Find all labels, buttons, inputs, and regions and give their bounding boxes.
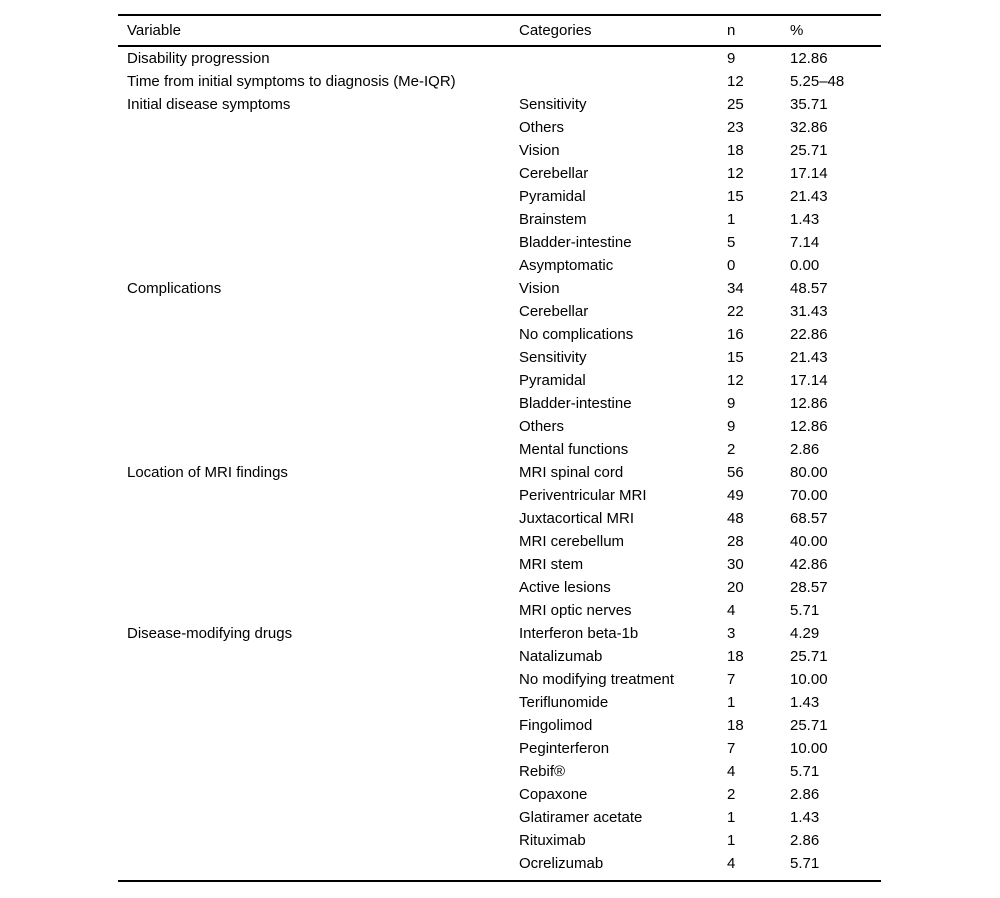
- cell-variable: [118, 553, 519, 576]
- cell-n: 4: [727, 602, 736, 619]
- cell-category: Peginterferon: [519, 740, 610, 757]
- cell-variable: [118, 599, 519, 622]
- cell-n: 48: [727, 510, 744, 527]
- cell-category: [519, 70, 727, 93]
- cell-variable: [118, 829, 519, 852]
- cell-variable: Disability progression: [127, 50, 270, 67]
- cell-category: No complications: [519, 326, 634, 343]
- cell-percent: 5.71: [790, 602, 820, 619]
- table-row: [118, 576, 881, 599]
- cell-category: Asymptomatic: [519, 257, 614, 274]
- cell-n: 12: [727, 73, 744, 90]
- cell-category: Sensitivity: [519, 349, 587, 366]
- cell-category: MRI cerebellum: [519, 533, 625, 550]
- cell-variable: [118, 737, 519, 760]
- cell-variable: [118, 346, 519, 369]
- cell-category: Fingolimod: [519, 717, 593, 734]
- table-row: [118, 461, 881, 484]
- table-row: [118, 392, 881, 415]
- cell-n: 18: [727, 648, 744, 665]
- cell-n: 7: [727, 740, 736, 757]
- cell-percent: 12.86: [790, 418, 828, 435]
- cell-category: MRI stem: [519, 556, 584, 573]
- cell-n: 30: [727, 556, 744, 573]
- cell-percent: 21.43: [790, 349, 828, 366]
- cell-n: 1: [727, 211, 736, 228]
- cell-n: 1: [727, 832, 736, 849]
- cell-n: 18: [727, 717, 744, 734]
- column-header-percent: %: [790, 22, 804, 39]
- table-row: [118, 208, 881, 231]
- cell-n: 2: [727, 786, 736, 803]
- cell-variable: Time from initial symptoms to diagnosis (Me-IQR): [127, 73, 456, 90]
- cell-n: 25: [727, 96, 744, 113]
- cell-category: MRI optic nerves: [519, 602, 632, 619]
- cell-percent: 42.86: [790, 556, 828, 573]
- cell-variable: Complications: [127, 280, 222, 297]
- cell-category: Ocrelizumab: [519, 855, 604, 872]
- cell-percent: 22.86: [790, 326, 828, 343]
- cell-percent: 40.00: [790, 533, 828, 550]
- cell-variable: [118, 484, 519, 507]
- cell-percent: 5.25–48: [790, 73, 845, 90]
- cell-percent: 68.57: [790, 510, 828, 527]
- table-row: [118, 484, 881, 507]
- cell-n: 16: [727, 326, 744, 343]
- cell-variable: [118, 139, 519, 162]
- cell-n: 1: [727, 809, 736, 826]
- cell-variable: [118, 645, 519, 668]
- table-row: [118, 829, 881, 852]
- cell-variable: Disease-modifying drugs: [127, 625, 293, 642]
- cell-percent: 1.43: [790, 809, 820, 826]
- table-row: [118, 622, 881, 645]
- cell-category: Glatiramer acetate: [519, 809, 643, 826]
- cell-n: 49: [727, 487, 744, 504]
- cell-category: Cerebellar: [519, 165, 589, 182]
- column-header-variable: Variable: [127, 22, 181, 39]
- cell-variable: [118, 783, 519, 806]
- table-row: [118, 714, 881, 737]
- table-row: [118, 691, 881, 714]
- table-row: [118, 254, 881, 277]
- cell-n: 5: [727, 234, 736, 251]
- cell-percent: 70.00: [790, 487, 828, 504]
- cell-variable: [118, 162, 519, 185]
- cell-percent: 1.43: [790, 211, 820, 228]
- table-row: [118, 139, 881, 162]
- cell-percent: 48.57: [790, 280, 828, 297]
- table-row: [118, 599, 881, 622]
- cell-n: 7: [727, 671, 736, 688]
- cell-n: 4: [727, 855, 736, 872]
- cell-n: 3: [727, 625, 736, 642]
- cell-percent: 12.86: [790, 395, 828, 412]
- cell-n: 56: [727, 464, 744, 481]
- table-row: [118, 438, 881, 461]
- cell-category: Interferon beta-1b: [519, 625, 639, 642]
- table-row: [118, 162, 881, 185]
- table-row: [118, 369, 881, 392]
- cell-category: Juxtacortical MRI: [519, 510, 635, 527]
- cell-category: Natalizumab: [519, 648, 603, 665]
- cell-percent: 5.71: [790, 763, 820, 780]
- cell-category: Rebif®: [519, 763, 566, 780]
- cell-category: Teriflunomide: [519, 694, 609, 711]
- cell-percent: 7.14: [790, 234, 820, 251]
- table-body: [118, 47, 881, 882]
- cell-n: 0: [727, 257, 736, 274]
- table-row: [118, 783, 881, 806]
- table-row: [118, 852, 881, 875]
- cell-n: 12: [727, 372, 744, 389]
- table-row: [118, 415, 881, 438]
- cell-percent: 10.00: [790, 740, 828, 757]
- table-row: [118, 231, 881, 254]
- cell-category: Rituximab: [519, 832, 586, 849]
- table-row: [118, 323, 881, 346]
- cell-n: 23: [727, 119, 744, 136]
- cell-category: Active lesions: [519, 579, 611, 596]
- table-row: [118, 530, 881, 553]
- cell-n: 34: [727, 280, 744, 297]
- cell-n: 28: [727, 533, 744, 550]
- cell-variable: [118, 392, 519, 415]
- cell-n: 18: [727, 142, 744, 159]
- column-header-categories: Categories: [519, 22, 592, 39]
- cell-category: Sensitivity: [519, 96, 587, 113]
- cell-variable: [118, 231, 519, 254]
- cell-n: 9: [727, 395, 736, 412]
- cell-percent: 17.14: [790, 372, 828, 389]
- cell-variable: [118, 530, 519, 553]
- cell-percent: 25.71: [790, 142, 828, 159]
- cell-percent: 4.29: [790, 625, 820, 642]
- cell-category: Bladder-intestine: [519, 395, 632, 412]
- cell-category: Bladder-intestine: [519, 234, 632, 251]
- cell-category: Periventricular MRI: [519, 487, 647, 504]
- cell-variable: [118, 415, 519, 438]
- cell-percent: 2.86: [790, 786, 820, 803]
- cell-percent: 25.71: [790, 648, 828, 665]
- cell-variable: [118, 185, 519, 208]
- cell-category: Vision: [519, 280, 560, 297]
- table-row: [118, 70, 881, 93]
- cell-percent: 2.86: [790, 832, 820, 849]
- cell-n: 15: [727, 349, 744, 366]
- cell-category: [519, 47, 727, 70]
- cell-category: MRI spinal cord: [519, 464, 624, 481]
- table-row: [118, 346, 881, 369]
- cell-variable: [118, 691, 519, 714]
- cell-variable: [118, 254, 519, 277]
- cell-n: 1: [727, 694, 736, 711]
- cell-percent: 1.43: [790, 694, 820, 711]
- cell-variable: Initial disease symptoms: [127, 96, 291, 113]
- cell-category: Others: [519, 418, 565, 435]
- table-row: [118, 760, 881, 783]
- cell-percent: 25.71: [790, 717, 828, 734]
- cell-percent: 28.57: [790, 579, 828, 596]
- cell-variable: [118, 369, 519, 392]
- table-row: [118, 185, 881, 208]
- cell-category: Brainstem: [519, 211, 587, 228]
- cell-variable: [118, 760, 519, 783]
- cell-percent: 31.43: [790, 303, 828, 320]
- table-row: [118, 737, 881, 760]
- cell-category: Copaxone: [519, 786, 588, 803]
- cell-category: Others: [519, 119, 565, 136]
- cell-percent: 5.71: [790, 855, 820, 872]
- table-header-row: [118, 16, 881, 47]
- cell-category: No modifying treatment: [519, 671, 675, 688]
- cell-percent: 35.71: [790, 96, 828, 113]
- cell-n: 15: [727, 188, 744, 205]
- cell-n: 4: [727, 763, 736, 780]
- cell-category: Mental functions: [519, 441, 629, 458]
- stats-table: [118, 14, 881, 882]
- cell-category: Vision: [519, 142, 560, 159]
- cell-variable: [118, 507, 519, 530]
- cell-n: 22: [727, 303, 744, 320]
- cell-n: 12: [727, 165, 744, 182]
- table-row: [118, 47, 881, 70]
- cell-variable: [118, 323, 519, 346]
- cell-category: Pyramidal: [519, 372, 586, 389]
- cell-variable: [118, 806, 519, 829]
- table-row: [118, 277, 881, 300]
- cell-percent: 10.00: [790, 671, 828, 688]
- table-row: [118, 806, 881, 829]
- cell-variable: [118, 438, 519, 461]
- table-row: [118, 553, 881, 576]
- cell-variable: [118, 714, 519, 737]
- cell-percent: 12.86: [790, 50, 828, 67]
- table-row: [118, 668, 881, 691]
- column-header-n: n: [727, 22, 736, 39]
- cell-variable: Location of MRI findings: [127, 464, 288, 481]
- cell-variable: [118, 300, 519, 323]
- table-row: [118, 300, 881, 323]
- cell-variable: [118, 576, 519, 599]
- cell-n: 20: [727, 579, 744, 596]
- cell-category: Cerebellar: [519, 303, 589, 320]
- cell-percent: 2.86: [790, 441, 820, 458]
- cell-variable: [118, 208, 519, 231]
- cell-n: 2: [727, 441, 736, 458]
- cell-percent: 17.14: [790, 165, 828, 182]
- table-row: [118, 116, 881, 139]
- table-row: [118, 93, 881, 116]
- table-row: [118, 645, 881, 668]
- cell-percent: 21.43: [790, 188, 828, 205]
- table-row: [118, 507, 881, 530]
- cell-percent: 80.00: [790, 464, 828, 481]
- cell-percent: 0.00: [790, 257, 820, 274]
- cell-n: 9: [727, 418, 736, 435]
- cell-percent: 32.86: [790, 119, 828, 136]
- cell-variable: [118, 852, 519, 875]
- cell-variable: [118, 116, 519, 139]
- cell-category: Pyramidal: [519, 188, 586, 205]
- cell-n: 9: [727, 50, 736, 67]
- cell-variable: [118, 668, 519, 691]
